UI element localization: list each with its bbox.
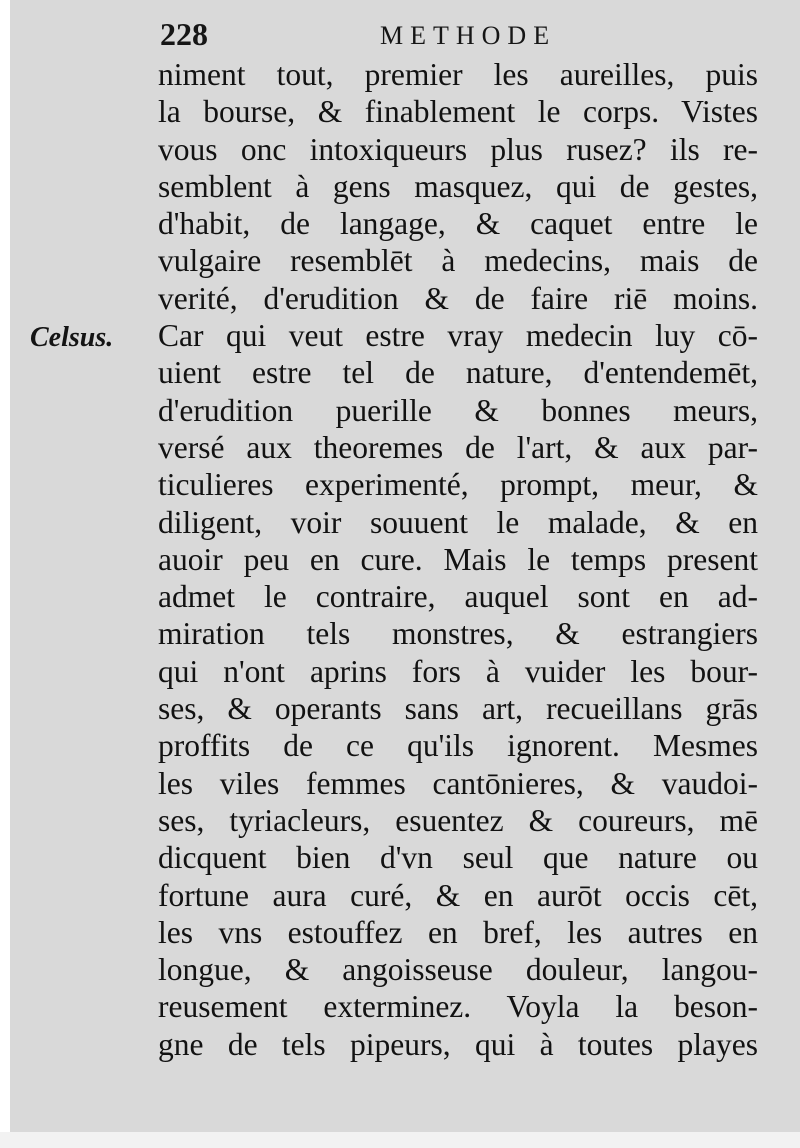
page-left-margin bbox=[0, 0, 10, 1148]
text-line: semblent à gens masquez, qui de gestes, bbox=[158, 168, 758, 204]
text-line: qui n'ont aprins fors à vuider les bour- bbox=[158, 653, 758, 689]
text-line: niment tout, premier les aureilles, puis bbox=[158, 57, 758, 92]
page-header bbox=[160, 14, 760, 54]
body-text bbox=[158, 56, 758, 1063]
margin-note: Celsus. bbox=[30, 322, 114, 353]
text-line: auoir peu en cure. Mais le temps present bbox=[158, 541, 758, 577]
text-line: uient estre tel de nature, d'entendemēt, bbox=[158, 355, 758, 391]
text-line: les vns estouffez en bref, les autres en bbox=[158, 914, 758, 950]
text-line: les viles femmes cantōnieres, & vaudoi- bbox=[158, 765, 758, 801]
text-line: miration tels monstres, & estrangiers bbox=[158, 616, 758, 652]
text-line: d'erudition puerille & bonnes meurs, bbox=[158, 392, 758, 428]
text-line: gne de tels pipeurs, qui à toutes playes bbox=[158, 1026, 758, 1062]
page-bottom-margin bbox=[0, 1132, 800, 1148]
text-line: longue, & angoisseuse douleur, langou- bbox=[158, 952, 758, 988]
text-line: admet le contraire, auquel sont en ad- bbox=[158, 579, 758, 615]
text-line: vous onc intoxiqueurs plus rusez? ils re- bbox=[158, 131, 758, 167]
text-line: diligent, voir souuent le malade, & en bbox=[158, 504, 758, 540]
text-line: ses, & operants sans art, recueillans grās bbox=[158, 691, 758, 727]
text-line: vulgaire resemblēt à medecins, mais de bbox=[158, 243, 758, 279]
text-line: Car qui veut estre vray medecin luy cō- bbox=[158, 318, 758, 354]
text-line: ticulieres experimenté, prompt, meur, & bbox=[158, 467, 758, 503]
text-line: versé aux theoremes de l'art, & aux par- bbox=[158, 429, 758, 465]
text-line: verité, d'erudition & de faire riē moins. bbox=[158, 280, 758, 316]
text-line: d'habit, de langage, & caquet entre le bbox=[158, 206, 758, 242]
text-line: reusement exterminez. Voyla la beson- bbox=[158, 989, 758, 1025]
text-line: proffits de ce qu'ils ignorent. Mesmes bbox=[158, 728, 758, 764]
running-title: METHODE bbox=[380, 21, 557, 50]
text-line: fortune aura curé, & en aurōt occis cēt, bbox=[158, 877, 758, 913]
text-line: la bourse, & finablement le corps. Vistes bbox=[158, 94, 758, 130]
text-line: dicquent bien d'vn seul que nature ou bbox=[158, 840, 758, 876]
page-number: 228 bbox=[160, 16, 208, 52]
text-line: ses, tyriacleurs, esuentez & coureurs, mē bbox=[158, 802, 758, 838]
